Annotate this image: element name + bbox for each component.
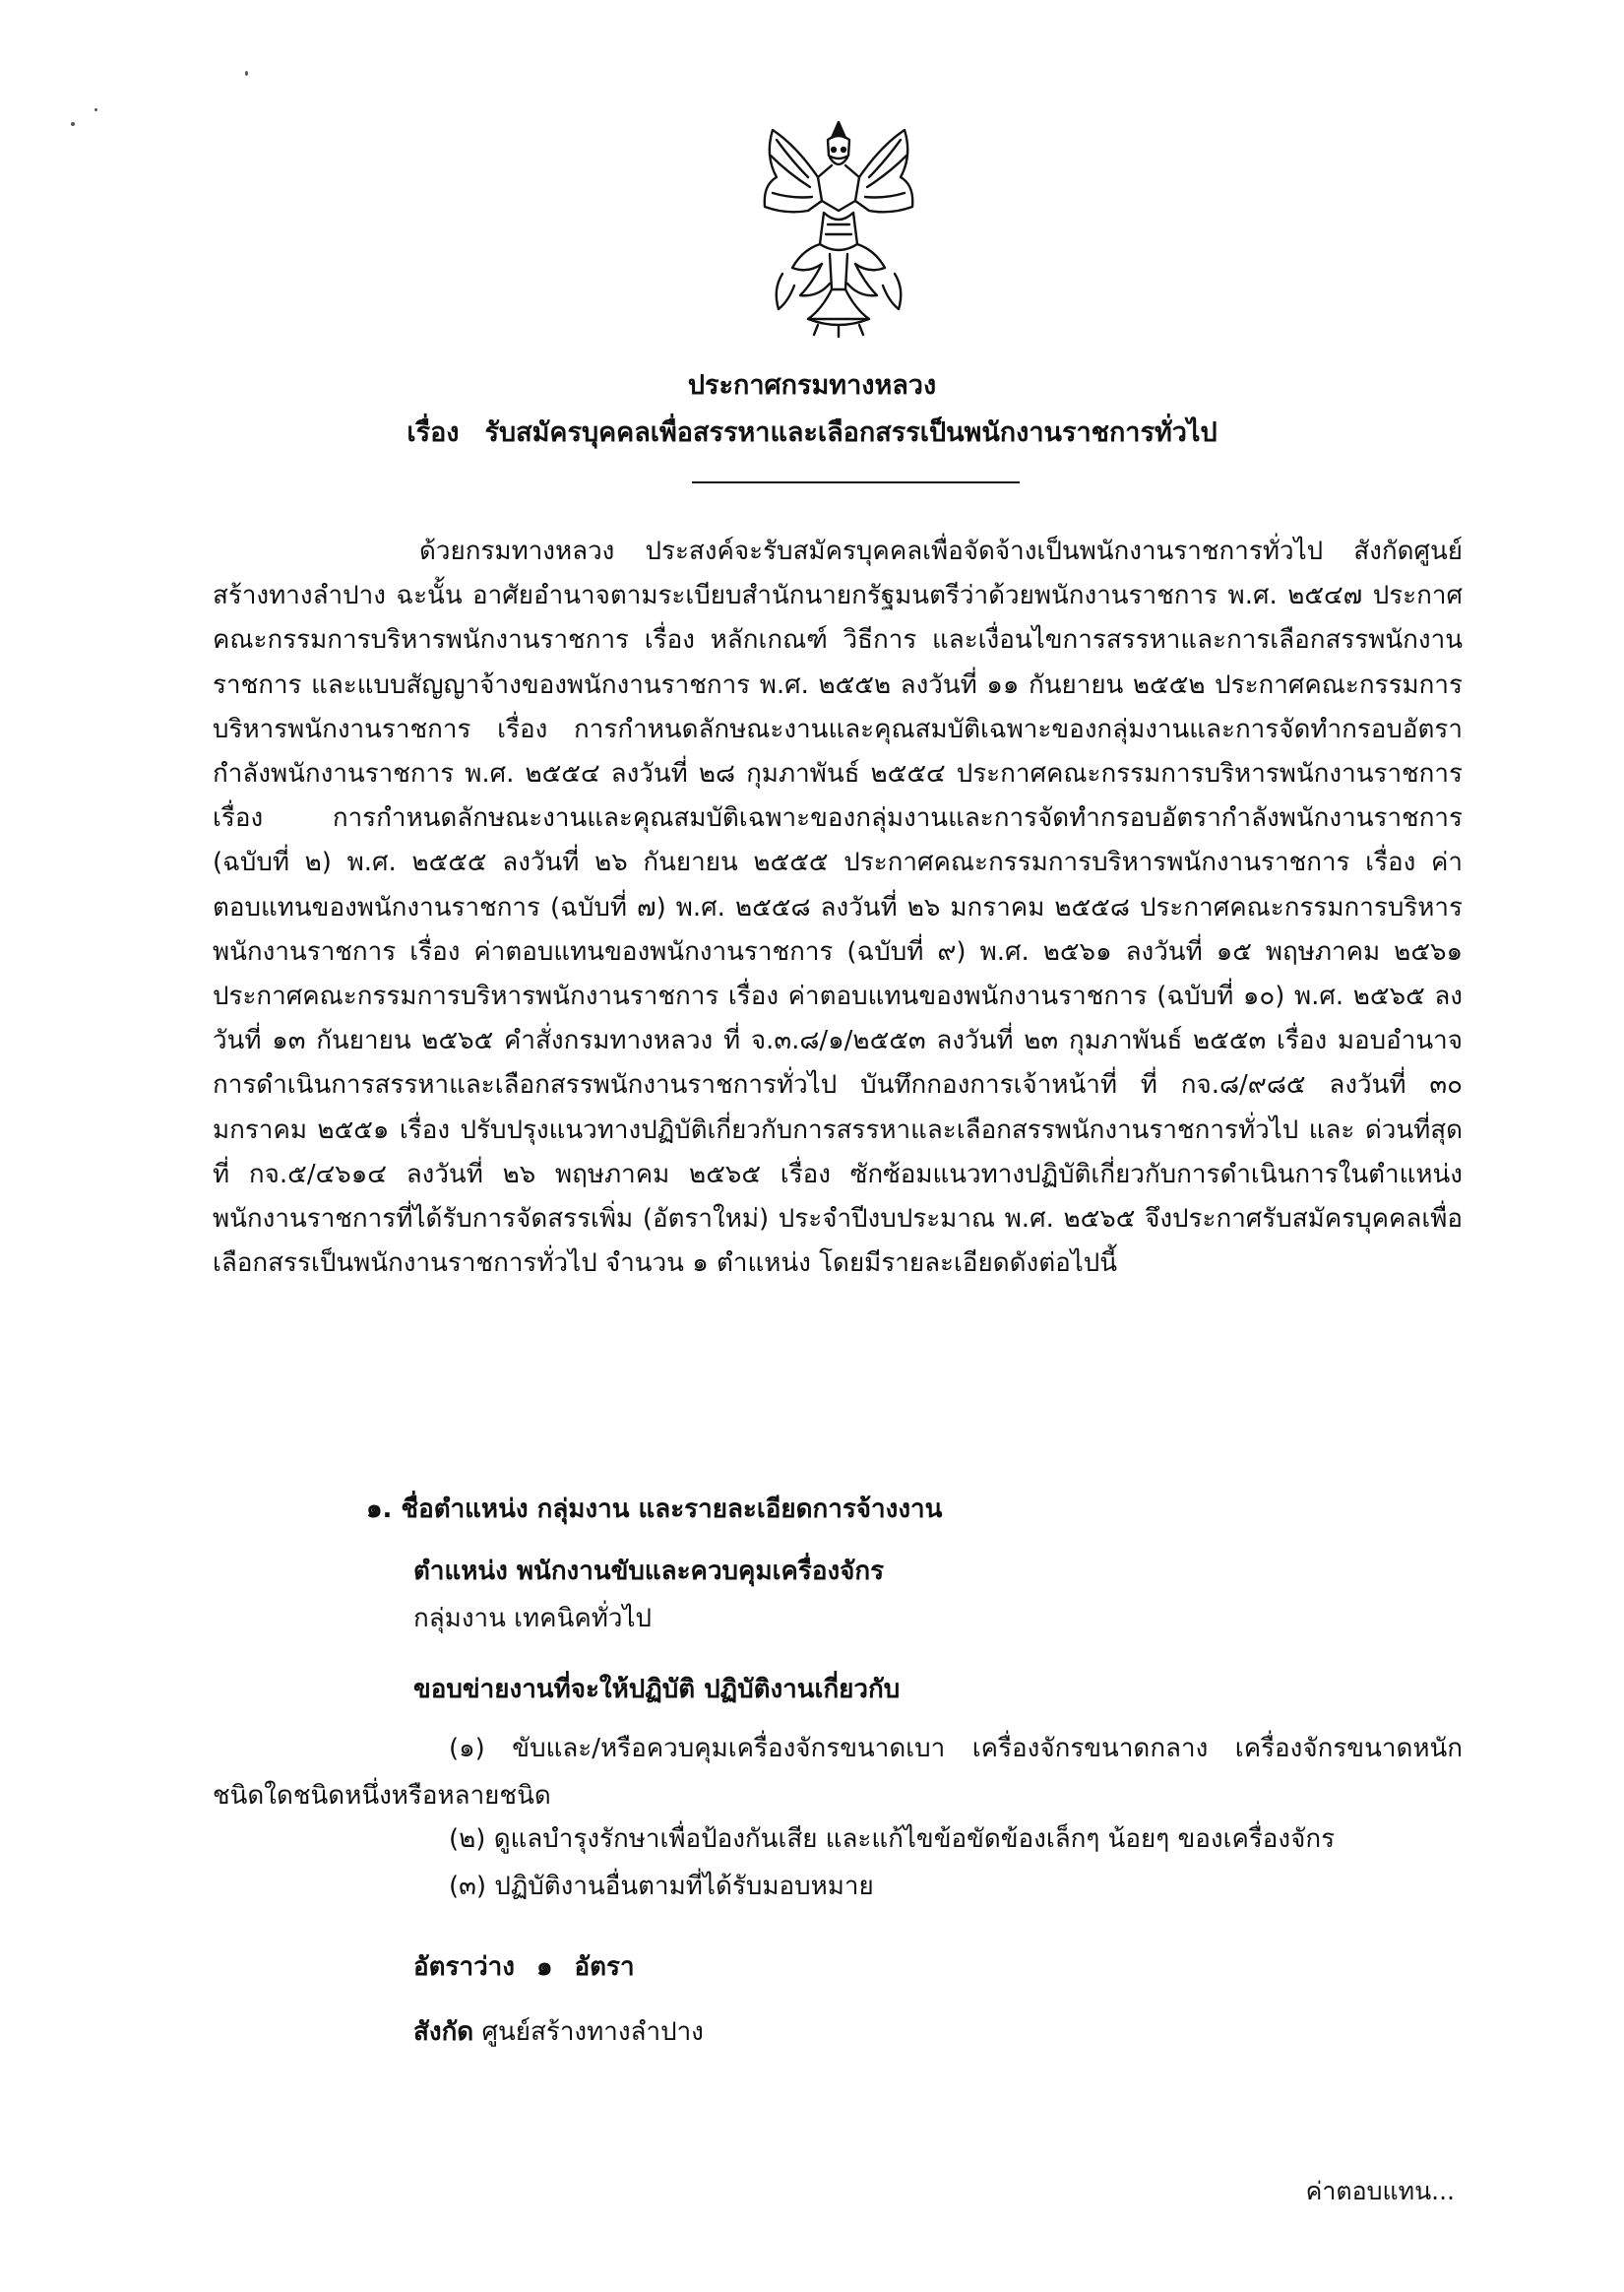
duty-item-2: (๒) ดูแลบำรุงรักษาเพื่อป้องกันเสีย และแก้ไขข้อขัดข้องเล็กๆ น้อยๆ ของเครื่องจักร bbox=[449, 1824, 1336, 1854]
scan-speck bbox=[245, 71, 248, 76]
department-line bbox=[413, 2012, 704, 2052]
position-group: กลุ่มงาน เทคนิคทั่วไป bbox=[413, 1604, 653, 1633]
scan-speck bbox=[71, 122, 75, 126]
duty-scope-heading: ขอบข่ายงานที่จะให้ปฏิบัติ ปฏิบัติงานเกี่ยวกับ bbox=[413, 1675, 901, 1704]
vacancy-unit: อัตรา bbox=[574, 1952, 635, 1982]
duty-item-1: (๑) ขับและ/หรือควบคุมเครื่องจักรขนาดเบา เครื่องจักรขนาดกลาง เครื่องจักรขนาดหนัก ชนิดใดชนิดหนึ่งหรือหลายชนิด bbox=[213, 1734, 1463, 1811]
intro-paragraph: ด้วยกรมทางหลวง ประสงค์จะรับสมัครบุคคลเพื่อจัดจ้างเป็นพนักงานราชการทั่วไป สังกัดศูนย์สร้างทางลำปาง ฉะนั้น อาศัยอำนาจตามระเบียบสำนักนายกรัฐมนตรีว่าด้วยพนักงานราชการ พ.ศ. ๒๕๔๗ ประกาศคณะกรรมการบริหารพนักงานราชการ เรื่อง หลักเกณฑ์ วิธีการ และเงื่อนไขการสรรหาและการเลือกสรรพนักงานราชการ และแบบสัญญาจ้างของพนักงานราชการ พ.ศ. ๒๕๕๒ ลงวันที่ ๑๑ กันยายน ๒๕๕๒ ประกาศคณะกรรมการบริหารพนักงานราชการ เรื่อง การกำหนดลักษณะงานและคุณสมบัติเฉพาะของกลุ่มงานและการจัดทำกรอบอัตรากำลังพนักงานราชการ พ.ศ. ๒๕๕๔ ลงวันที่ ๒๘ กุมภาพันธ์ ๒๕๕๔ ประกาศคณะกรรมการบริหารพนักงานราชการ เรื่อง การกำหนดลักษณะงานและคุณสมบัติเฉพาะของกลุ่มงานและการจัดทำกรอบอัตรากำลังพนักงานราชการ (ฉบับที่ ๒) พ.ศ. ๒๕๕๕ ลงวันที่ ๒๖ กันยายน ๒๕๕๕ ประกาศคณะกรรมการบริหารพนักงานราชการ เรื่อง ค่าตอบแทนของพนักงานราชการ (ฉบับที่ ๗) พ.ศ. ๒๕๕๘ ลงวันที่ ๒๖ มกราคม ๒๕๕๘ ประกาศคณะกรรมการบริหารพนักงานราชการ เรื่อง ค่าตอบแทนของพนักงานราชการ (ฉบับที่ ๙) พ.ศ. ๒๕๖๑ ลงวันที่ ๑๕ พฤษภาคม ๒๕๖๑ ประกาศคณะกรรมการบริหารพนักงานราชการ เรื่อง ค่าตอบแทนของพนักงานราชการ (ฉบับที่ ๑๐) พ.ศ. ๒๕๖๕ ลงวันที่ ๑๓ กันยายน ๒๕๖๕ คำสั่งกรมทางหลวง ที่ จ.๓.๘/๑/๒๕๕๓ ลงวันที่ ๒๓ กุมภาพันธ์ ๒๕๕๓ เรื่อง มอบอำนาจการดำเนินการสรรหาและเลือกสรรพนักงานราชการทั่วไป บันทึกกองการเจ้าหน้าที่ ที่ กจ.๘/๙๘๕ ลงวันที่ ๓๐ มกราคม ๒๕๕๑ เรื่อง ปรับปรุงแนวทางปฏิบัติเกี่ยวกับการสรรหาและเลือกสรรพนักงานราชการทั่วไป และ ด่วนที่สุด ที่ กจ.๕/๔๖๑๔ ลงวันที่ ๒๖ พฤษภาคม ๒๕๖๕ เรื่อง ซักซ้อมแนวทางปฏิบัติเกี่ยวกับการดำเนินการในตำแหน่งพนักงานราชการที่ได้รับการจัดสรรเพิ่ม (อัตราใหม่) ประจำปีงบประมาณ พ.ศ. ๒๕๖๕ จึงประกาศรับสมัครบุคคลเพื่อเลือกสรรเป็นพนักงานราชการทั่วไป จำนวน ๑ ตำแหน่ง โดยมีรายละเอียดดังต่อไปนี้ bbox=[213, 537, 1463, 1279]
vacancy-label: อัตราว่าง bbox=[413, 1952, 515, 1982]
subject-text: รับสมัครบุคคลเพื่อสรรหาและเลือกสรรเป็นพนักงานราชการทั่วไป bbox=[484, 417, 1218, 448]
announcement-title: ประกาศกรมทางหลวง bbox=[687, 370, 937, 401]
continued-marker: ค่าตอบแทน... bbox=[1305, 2177, 1455, 2205]
garuda-emblem-icon bbox=[753, 116, 925, 338]
subject-label: เรื่อง bbox=[406, 417, 460, 448]
position-name: ตำแหน่ง พนักงานขับและควบคุมเครื่องจักร bbox=[413, 1557, 885, 1586]
department-label: สังกัด bbox=[413, 2017, 474, 2047]
vacancy-line bbox=[413, 1947, 635, 1987]
vacancy-count: ๑ bbox=[535, 1952, 553, 1982]
department-value: ศูนย์สร้างทางลำปาง bbox=[481, 2017, 704, 2047]
title-divider bbox=[692, 481, 1020, 483]
announcement-subject bbox=[0, 414, 1624, 453]
section-1-heading: ๑. ชื่อตำแหน่ง กลุ่มงาน และรายละเอียดการจ้างงาน bbox=[366, 1495, 943, 1524]
duty-item-3: (๓) ปฏิบัติงานอื่นตามที่ได้รับมอบหมาย bbox=[449, 1872, 874, 1901]
scan-speck bbox=[94, 108, 97, 111]
